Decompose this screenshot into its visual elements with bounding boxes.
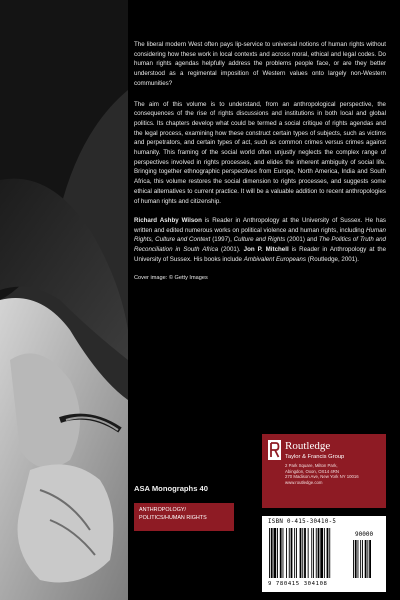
addon-bar (365, 540, 367, 578)
barcode-bar (269, 528, 270, 578)
handcuffed-hands-photo (0, 0, 128, 600)
barcode-bar (289, 528, 290, 578)
barcode-bar (320, 528, 323, 578)
barcode-bar (313, 528, 314, 578)
barcode-bar (300, 528, 302, 578)
addon-bar (355, 540, 357, 578)
addon-bar (360, 540, 361, 578)
cover-credit: Cover image: © Getty Images (134, 274, 208, 281)
editor-name: Richard Ashby Wilson (134, 216, 202, 224)
addon-bar (362, 540, 363, 578)
barcode-bar (304, 528, 306, 578)
barcode-bar (311, 528, 312, 578)
routledge-logo-icon (268, 440, 281, 460)
book-title: Human Rights, Culture and Context (134, 226, 386, 244)
addon-bar (353, 540, 354, 578)
subject-category-box (134, 503, 234, 531)
barcode-bar (271, 528, 273, 578)
barcode-bar (291, 528, 293, 578)
back-cover-text (134, 40, 386, 293)
publisher-address: 2 Park Square, Milton Park, Abingdon, Oxon, OX14 4RN 270 Madison Ave, New York NY 10016 www.routledge.com (285, 463, 359, 485)
blurb-paragraph-1: The liberal modern West often pays lip-service to universal notions of human rights without considering how these work in local contexts and across moral, ethical and legal codes. Do human rights agendas helpfully address the problems people face, or are they better understood as a regimental imposition of Western values onto largely non-Western communities? (134, 41, 386, 87)
barcode-bar (308, 528, 309, 578)
isbn-text: ISBN 0-415-30410-5 (268, 519, 337, 525)
ean-number: 9 780415 304108 (268, 581, 328, 587)
barcode-bar (283, 528, 284, 578)
addon-bar (369, 540, 371, 578)
barcode-bar (296, 528, 297, 578)
book-title: The Politics of Truth and Reconciliation in South Africa (134, 236, 386, 253)
publisher-group: Taylor & Francis Group (285, 454, 345, 460)
editors-bio: Richard Ashby Wilson is Reader in Anthropology at the University of Sussex. He has written and edited numerous works on political violence and human rights, including Human Rights, Culture and Context (1997), Culture and Rights (2001) and The Politics of Truth and Reconciliation in South Africa (2001). Jon P. Mitchell is Reader in Anthropology at the University of Sussex. His books include Ambivalent Europeans (Routledge, 2001). (134, 216, 387, 263)
addon-bar (367, 540, 368, 578)
editor-name: Jon P. Mitchell (243, 245, 289, 253)
barcode-bar (286, 528, 287, 578)
series-title: ASA Monographs 40 (134, 484, 208, 493)
publisher-name: Routledge (285, 440, 331, 452)
barcode-bar (316, 528, 317, 578)
barcode-bar (277, 528, 278, 578)
barcode-bar (327, 528, 329, 578)
addon-bar (358, 540, 359, 578)
book-title: Ambivalent Europeans (243, 255, 306, 263)
barcode-bar (318, 528, 320, 578)
publisher-block (262, 434, 386, 508)
book-title: Culture and Rights (233, 236, 286, 244)
price-addon-text: 90000 (355, 531, 374, 538)
barcode-bars (267, 528, 381, 580)
barcode-bar (329, 528, 330, 578)
subject-line: ANTHROPOLOGY/ (139, 507, 187, 513)
barcode-bar (302, 528, 303, 578)
barcode-bar (274, 528, 277, 578)
barcode-bar (324, 528, 325, 578)
barcode-bar (294, 528, 295, 578)
blurb-paragraph-2: The aim of this volume is to understand, from an anthropological perspective, the consequences of the rise of rights discussions and institutions in both local and global politics. Its chapters develop what could be termed a social critique of rights agendas and the legal process, examining how these construct certain types of subjects, such as victims and perpetrators, and certain types of act, such as common crimes versus crimes against humanity. This framing of the social world often unjustly neglects the complex range of perspectives involved in rights processes, and elides the inherent ambiguity of social life. Bringing together ethnographic perspectives from Europe, North America, India and South Africa, this volume restores the social dimension to rights processes, and suggests some ethical alternatives to current practice. It will be a valuable addition to recent anthropologies of human rights and citizenship. (134, 100, 386, 205)
barcode-block (262, 516, 386, 592)
cover-photo (0, 0, 128, 600)
barcode-bar (280, 528, 282, 578)
subject-line: POLITICS/HUMAN RIGHTS (139, 514, 207, 521)
